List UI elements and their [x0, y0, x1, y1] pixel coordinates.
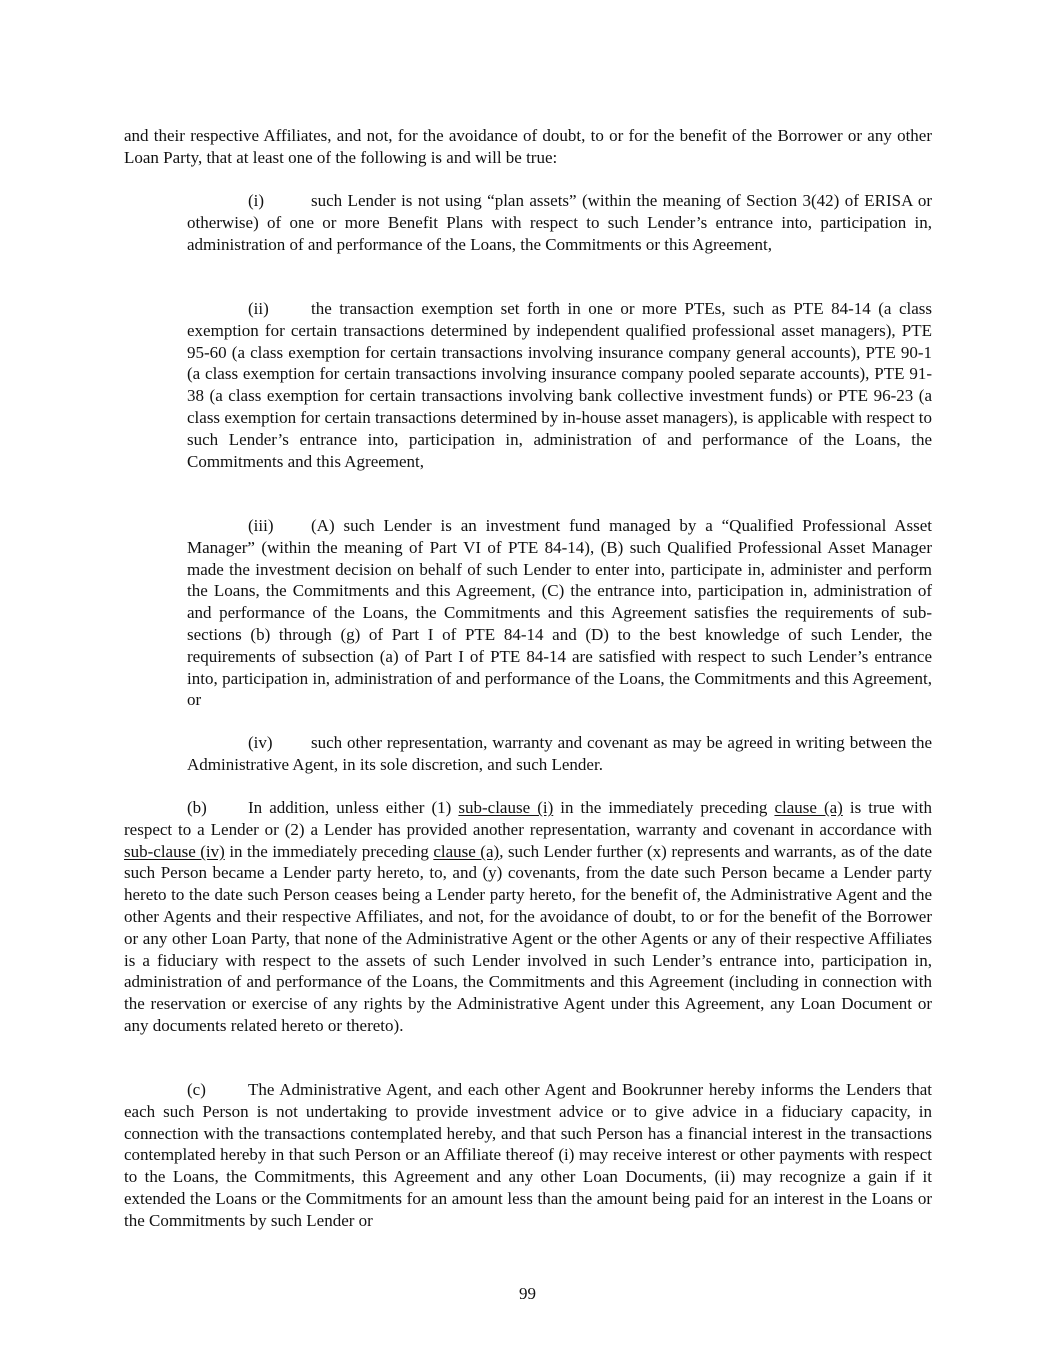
- clause-iii-paragraph: [187, 515, 932, 711]
- clause-c-label: (c): [187, 1080, 206, 1099]
- sub-clause-i-reference: sub-clause (i): [458, 798, 554, 817]
- clause-b-text-1: In addition, unless either (1): [248, 798, 459, 817]
- clause-c-paragraph: [124, 1079, 932, 1232]
- clause-i-paragraph: [187, 190, 932, 255]
- clause-ii-text: the transaction exemption set forth in one or more PTEs, such as PTE 84-14 (a class exemption for certain transactions determined by independent qualified professional asset managers), PTE 95-60 (a class exemption for certain transactions involving insurance company general accounts), PTE 90-1 (a class exemption for certain transactions involving insurance company pooled separate accounts), PTE 91-38 (a class exemption for certain transactions involving bank collective investment funds) or PTE 96-23 (a class exemption for certain transactions determined by in-house asset managers), is applicable with respect to such Lender’s entrance into, participation in, administration of and performance of the Loans, the Commitments and this Agreement,: [187, 299, 932, 471]
- intro-text: and their respective Affiliates, and not, for the avoidance of doubt, to or for the benefit of the Borrower or any other Loan Party, that at least one of the following is and will be true:: [124, 126, 932, 167]
- intro-paragraph: [124, 125, 932, 169]
- clause-c-text: The Administrative Agent, and each other Agent and Bookrunner hereby informs the Lenders that each such Person is not undertaking to provide investment advice or to give advice in a fiduciary capacity, in connection with the transactions contemplated hereby, and that such Person has a financial interest in the transactions contemplated hereby in that such Person or an Affiliate thereof (i) may receive interest or other payments with respect to the Loans, the Commitments, this Agreement and any other Loan Documents, (ii) may recognize a gain if it extended the Loans or the Commitments for an amount less than the amount being paid for an interest in the Loans or the Commitments by such Lender or: [124, 1080, 932, 1230]
- clause-i-label: (i): [248, 191, 265, 210]
- clause-b-text-5: , such Lender further (x) represents and warrants, as of the date such Person became a Lender party hereto, to, and (y) covenants, from the date such Person became a Lender party hereto to the date such Person ceases being a Lender party hereto, for the benefit of, the Administrative Agent and the other Agents and their respective Affiliates, and not, for the avoidance of doubt, to or for the benefit of the Borrower or any other Loan Party, that none of the Administrative Agent or the other Agents or any of their respective Affiliates is a fiduciary with respect to the assets of such Lender involved in such Lender’s entrance into, participation in, administration of and performance of the Loans, the Commitments and this Agreement (including in connection with the reservation or exercise of any rights by the Administrative Agent under this Agreement, any Loan Document or any documents related hereto or thereto).: [124, 841, 932, 1035]
- clause-b-text-3: is true with respect to a Lender or (2) a Lender has provided another representation, warranty and covenant in accordance with: [124, 798, 932, 839]
- clause-iii-text: (A) such Lender is an investment fund managed by a “Qualified Professional Asset Manager” (within the meaning of Part VI of PTE 84-14), (B) such Qualified Professional Asset Manager made the investment decision on behalf of such Lender to enter into, participate in, administer and perform the Loans, the Commitments and this Agreement, (C) the entrance into, participation in, administration of and performance of the Loans, the Commitments and this Agreement satisfies the requirements of sub-sections (b) through (g) of Part I of PTE 84-14 and (D) to the best knowledge of such Lender, the requirements of subsection (a) of Part I of PTE 84-14 are satisfied with respect to such Lender’s entrance into, participation in, administration of and performance of the Loans, the Commitments and this Agreement, or: [187, 516, 932, 710]
- clause-a-reference-2: clause (a): [433, 841, 500, 861]
- clause-iv-label: (iv): [248, 733, 273, 752]
- clause-b-text-4: in the immediately preceding: [224, 841, 434, 861]
- clause-ii-paragraph: [187, 298, 932, 472]
- clause-b-label: (b): [187, 798, 207, 817]
- sub-clause-iv-reference: sub-clause (iv): [124, 841, 225, 861]
- clause-i-text: such Lender is not using “plan assets” (within the meaning of Section 3(42) of ERISA or otherwise) of one or more Benefit Plans with respect to such Lender’s entrance into, participation in, administration of and performance of the Loans, the Commitments or this Agreement,: [187, 191, 932, 254]
- page-number: 99: [519, 1284, 536, 1303]
- clause-b-text-2: in the immediately preceding: [553, 798, 775, 817]
- clause-ii-label: (ii): [248, 299, 269, 318]
- clause-b-paragraph: [124, 797, 932, 1037]
- clause-iv-paragraph: [187, 732, 932, 776]
- clause-iv-text: such other representation, warranty and covenant as may be agreed in writing between the Administrative Agent, in its sole discretion, and such Lender.: [187, 733, 932, 774]
- clause-a-reference: clause (a): [774, 798, 843, 817]
- clause-iii-label: (iii): [248, 516, 274, 535]
